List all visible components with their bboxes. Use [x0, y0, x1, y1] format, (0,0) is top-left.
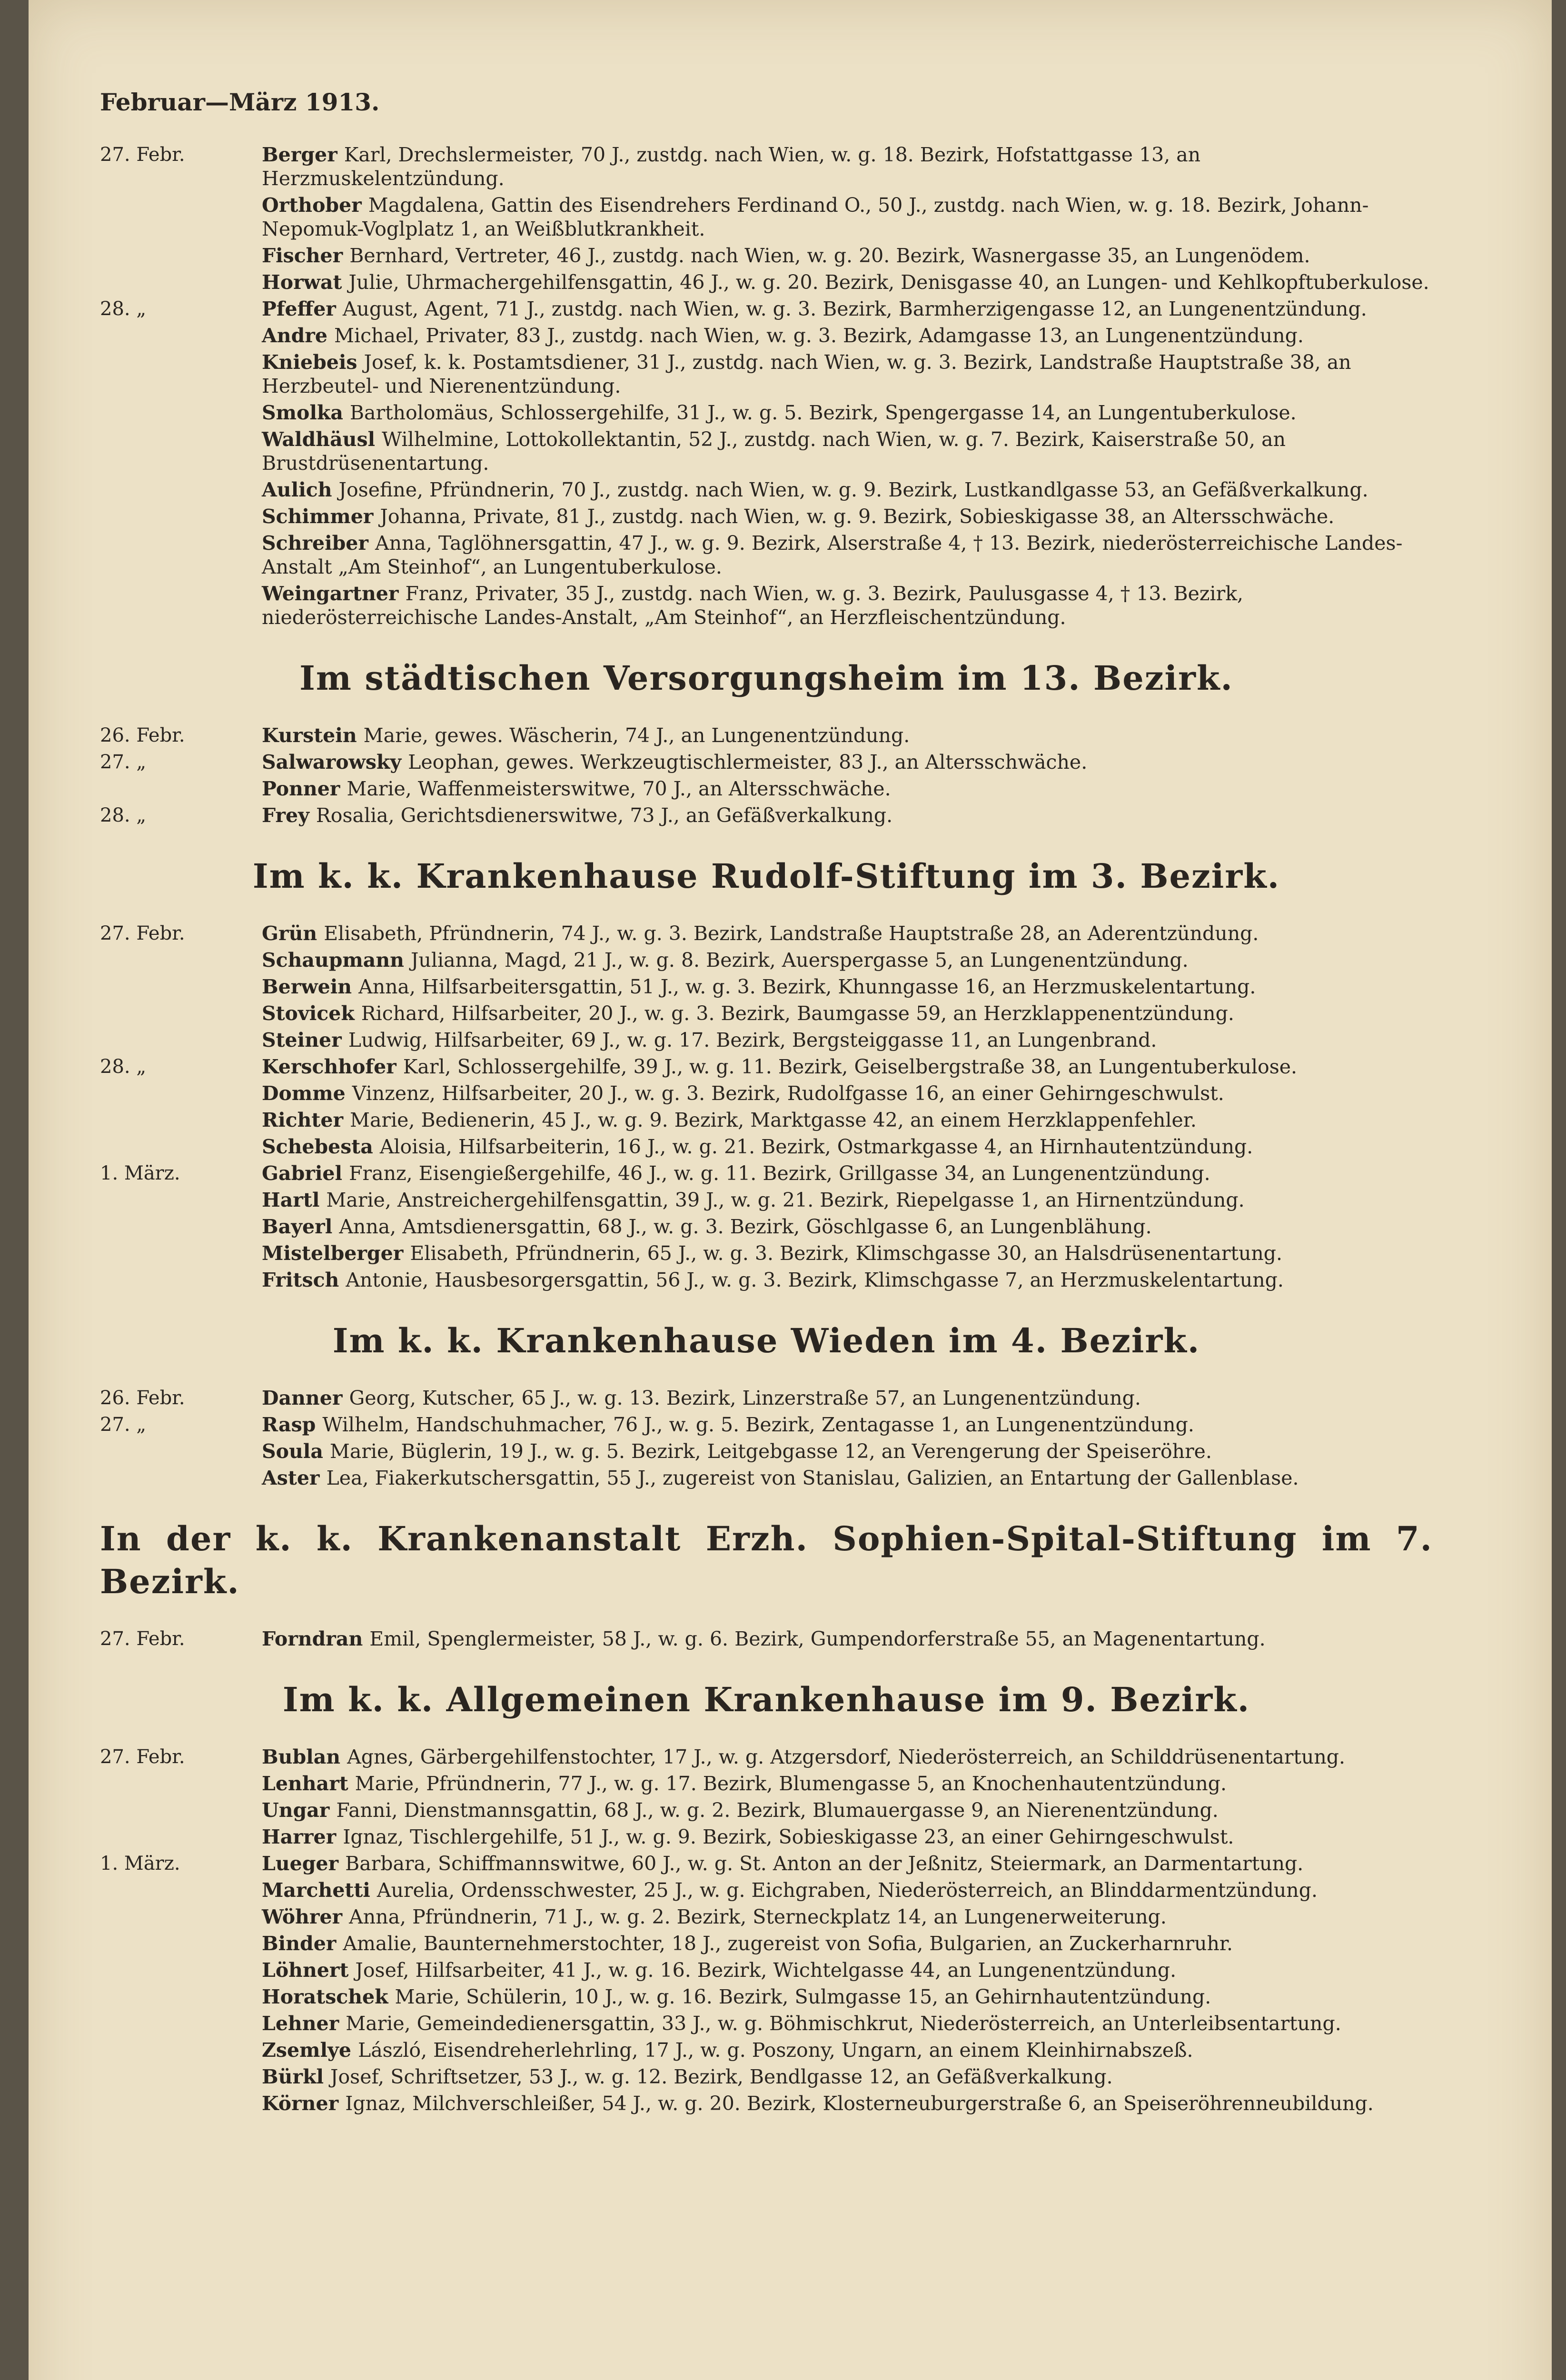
entry-details: Richard, Hilfsarbeiter, 20 J., w. g. 3. Bezirk, Baumgasse 59, an Herzklappenentzündung. — [361, 1002, 1234, 1025]
death-entry — [100, 724, 1433, 747]
entry-date: 27. „ — [100, 1414, 147, 1436]
entry-details: Marie, Gemeindedienersgattin, 33 J., w. g. Böhmischkrut, Niederösterreich, an Unterleibsentartung. — [346, 2012, 1341, 2035]
entry-details: Marie, Waffenmeisterswitwe, 70 J., an Altersschwäche. — [347, 777, 891, 800]
document-page — [29, 0, 1552, 2380]
entry-surname: Gabriel — [262, 1162, 343, 1185]
entry-details: Anna, Amtsdienersgattin, 68 J., w. g. 3. Bezirk, Göschlgasse 6, an Lungenblähung. — [339, 1215, 1152, 1238]
entry-date: 28. „ — [100, 298, 147, 320]
entry-date: 26. Febr. — [100, 1387, 185, 1409]
death-entry — [100, 1386, 1433, 1410]
entry-surname: Hartl — [262, 1189, 320, 1211]
entry-details: Julie, Uhrmachergehilfensgattin, 46 J., w. g. 20. Bezirk, Denisgasse 40, an Lungen- und Kehlkopftuberkulose. — [348, 271, 1429, 294]
entry-date: 26. Febr. — [100, 724, 185, 746]
entry-details: Josef, Hilfsarbeiter, 41 J., w. g. 16. Bezirk, Wichtelgasse 44, an Lungenentzündung. — [355, 1959, 1177, 1982]
entry-surname: Smolka — [262, 401, 343, 424]
death-entry — [100, 975, 1433, 999]
death-entry — [100, 1985, 1433, 2009]
entry-surname: Salwarowsky — [262, 751, 402, 774]
entry-date: 27. Febr. — [100, 1746, 185, 1768]
death-entry — [100, 2065, 1433, 2089]
entry-details: Ignaz, Milchverschleißer, 54 J., w. g. 20. Bezirk, Klosterneuburgerstraße 6, an Speiseröhrenneubildung. — [345, 2092, 1374, 2115]
entry-date: 28. „ — [100, 804, 147, 826]
entry-details: Georg, Kutscher, 65 J., w. g. 13. Bezirk, Linzerstraße 57, an Lungenentzündung. — [349, 1387, 1141, 1409]
death-entry — [100, 1878, 1433, 1902]
entry-surname: Forndran — [262, 1627, 363, 1650]
entry-surname: Waldhäusl — [262, 428, 376, 451]
entry-details: Ignaz, Tischlergehilfe, 51 J., w. g. 9. Bezirk, Sobieskigasse 23, an einer Gehirngeschwulst. — [343, 1825, 1234, 1848]
entry-details: Franz, Privater, 35 J., zustdg. nach Wien, w. g. 3. Bezirk, Paulusgasse 4, † 13. Bezirk, niederösterreichische Landes-Anstalt, „Am Steinhof“, an Herzfleischentzündung. — [262, 582, 1244, 629]
death-entry — [100, 1215, 1433, 1239]
death-entry — [100, 505, 1433, 528]
entry-details: Antonie, Hausbesorgersgattin, 56 J., w. g. 3. Bezirk, Klimschgasse 7, an Herzmuskelentartung. — [346, 1269, 1284, 1291]
entry-details: Wilhelm, Handschuhmacher, 76 J., w. g. 5. Bezirk, Zentagasse 1, an Lungenentzündung. — [322, 1413, 1194, 1436]
entry-details: Josef, k. k. Postamtsdiener, 31 J., zustdg. nach Wien, w. g. 3. Bezirk, Landstraße Hauptstraße 38, an Herzbeutel- und Nierenentzündung. — [262, 351, 1351, 397]
sections-container — [100, 143, 1433, 2115]
death-entry — [100, 1028, 1433, 1052]
entry-details: Marie, Anstreichergehilfensgattin, 39 J., w. g. 21. Bezirk, Riepelgasse 1, an Hirnentzündung. — [326, 1189, 1245, 1211]
entry-date: 28. „ — [100, 1056, 147, 1078]
death-entry — [100, 1108, 1433, 1132]
entry-surname: Soula — [262, 1440, 323, 1463]
section — [100, 657, 1433, 827]
section-title: Im k. k. Allgemeinen Krankenhause im 9. Bezirk. — [282, 1680, 1250, 1719]
death-entry — [100, 1002, 1433, 1025]
death-entry — [100, 1055, 1433, 1079]
death-entry — [100, 478, 1433, 502]
entry-details: Marie, Schülerin, 10 J., w. g. 16. Bezirk, Sulmgasse 15, an Gehirnhautentzündung. — [395, 1985, 1211, 2008]
death-entry — [100, 1081, 1433, 1105]
entry-surname: Bayerl — [262, 1215, 333, 1238]
death-entry — [100, 324, 1433, 347]
section — [100, 1517, 1433, 1651]
page-content — [100, 90, 1433, 2118]
death-entry — [100, 1825, 1433, 1849]
death-entry — [100, 2012, 1433, 2035]
entry-details: Franz, Eisengießergehilfe, 46 J., w. g. 11. Bezirk, Grillgasse 34, an Lungenentzündung. — [349, 1162, 1210, 1185]
death-entry — [100, 1852, 1433, 1875]
death-entry — [100, 1627, 1433, 1651]
entry-surname: Schaupmann — [262, 949, 404, 972]
death-entry — [100, 1745, 1433, 1769]
entry-surname: Pfeffer — [262, 298, 336, 320]
entry-surname: Frey — [262, 804, 309, 827]
entry-details: Bernhard, Vertreter, 46 J., zustdg. nach Wien, w. g. 20. Bezirk, Wasnergasse 35, an Lungenödem. — [349, 244, 1310, 267]
entry-surname: Horatschek — [262, 1985, 388, 2008]
entry-details: Wilhelmine, Lottokollektantin, 52 J., zustdg. nach Wien, w. g. 7. Bezirk, Kaiserstraße 50, an Brustdrüsenentartung. — [262, 428, 1286, 475]
entry-details: Leophan, gewes. Werkzeugtischlermeister, 83 J., an Altersschwäche. — [408, 751, 1088, 774]
entry-details: Fanni, Dienstmannsgattin, 68 J., w. g. 2. Bezirk, Blumauergasse 9, an Nierenentzündung. — [336, 1799, 1219, 1822]
entry-details: Marie, Büglerin, 19 J., w. g. 5. Bezirk, Leitgebgasse 12, an Verengerung der Speiseröhre. — [329, 1440, 1212, 1463]
section-title: Im k. k. Krankenhause Rudolf-Stiftung im 3. Bezirk. — [252, 856, 1280, 896]
section — [100, 1678, 1433, 2115]
death-entry — [100, 2038, 1433, 2062]
entry-surname: Kurstein — [262, 724, 357, 747]
death-entry — [100, 244, 1433, 268]
entry-surname: Rasp — [262, 1413, 316, 1436]
entry-details: Bartholomäus, Schlossergehilfe, 31 J., w. g. 5. Bezirk, Spengergasse 14, an Lungentuberkulose. — [349, 401, 1297, 424]
death-entry — [100, 143, 1433, 190]
entry-details: Magdalena, Gattin des Eisendrehers Ferdinand O., 50 J., zustdg. nach Wien, w. g. 18. Bezirk, Johann-Nepomuk-Voglplatz 1, an Weißblutkrankheit. — [262, 194, 1369, 240]
entry-details: Aloisia, Hilfsarbeiterin, 16 J., w. g. 21. Bezirk, Ostmarkgasse 4, an Hirnhautentzündung. — [379, 1135, 1253, 1158]
death-entry — [100, 1439, 1433, 1463]
entry-date: 1. März. — [100, 1853, 180, 1874]
entry-surname: Berwein — [262, 975, 352, 998]
death-entry — [100, 1466, 1433, 1490]
entry-surname: Kniebeis — [262, 351, 357, 374]
entry-details: Anna, Pfründnerin, 71 J., w. g. 2. Bezirk, Sterneckplatz 14, an Lungenerweiterung. — [349, 1905, 1167, 1928]
death-entry — [100, 582, 1433, 629]
entry-details: Emil, Spenglermeister, 58 J., w. g. 6. Bezirk, Gumpendorferstraße 55, an Magenentartung. — [369, 1627, 1266, 1650]
entry-surname: Kerschhofer — [262, 1055, 396, 1078]
section-title: Im k. k. Krankenhause Wieden im 4. Bezirk. — [332, 1321, 1200, 1360]
death-entry — [100, 1932, 1433, 1955]
entry-surname: Danner — [262, 1387, 343, 1409]
entry-details: Rosalia, Gerichtsdienerswitwe, 73 J., an Gefäßverkalkung. — [316, 804, 893, 827]
entry-surname: Harrer — [262, 1825, 337, 1848]
entry-details: August, Agent, 71 J., zustdg. nach Wien, w. g. 3. Bezirk, Barmherzigengasse 12, an Lungenentzündung. — [342, 298, 1367, 320]
entry-details: Elisabeth, Pfründnerin, 65 J., w. g. 3. Bezirk, Klimschgasse 30, an Halsdrüsenentartung. — [410, 1242, 1283, 1265]
entry-surname: Körner — [262, 2092, 339, 2115]
page-header: Februar—März 1913. — [100, 88, 380, 116]
death-entry — [100, 427, 1433, 475]
entry-surname: Lueger — [262, 1852, 339, 1875]
death-entry — [100, 350, 1433, 398]
death-entry — [100, 1798, 1433, 1822]
entry-details: Julianna, Magd, 21 J., w. g. 8. Bezirk, Auerspergasse 5, an Lungenentzündung. — [411, 949, 1189, 972]
entry-details: Lea, Fiakerkutschersgattin, 55 J., zugereist von Stanislau, Galizien, an Entartung der Gallenblase. — [326, 1467, 1299, 1489]
entry-details: Agnes, Gärbergehilfenstochter, 17 J., w. g. Atzgersdorf, Niederösterreich, an Schilddrüsenentartung. — [347, 1745, 1346, 1768]
death-entry — [100, 948, 1433, 972]
death-entry — [100, 750, 1433, 774]
entry-details: László, Eisendreherlehrling, 17 J., w. g. Poszony, Ungarn, an einem Kleinhirnabszeß. — [357, 2039, 1193, 2062]
entry-surname: Bublan — [262, 1745, 341, 1768]
entry-date: 27. „ — [100, 751, 147, 773]
death-entry — [100, 1413, 1433, 1437]
death-entry — [100, 777, 1433, 801]
entry-surname: Binder — [262, 1932, 337, 1955]
entry-surname: Fritsch — [262, 1269, 339, 1291]
entry-details: Vinzenz, Hilfsarbeiter, 20 J., w. g. 3. Bezirk, Rudolfgasse 16, an einer Gehirngeschwulst. — [352, 1082, 1224, 1105]
death-entry — [100, 922, 1433, 945]
section — [100, 1319, 1433, 1490]
entry-details: Barbara, Schiffmannswitwe, 60 J., w. g. St. Anton an der Jeßnitz, Steiermark, an Darmentartung. — [345, 1852, 1304, 1875]
entry-surname: Schebesta — [262, 1135, 373, 1158]
entry-date: 27. Febr. — [100, 922, 185, 944]
entry-surname: Andre — [262, 324, 327, 347]
entry-surname: Lehner — [262, 2012, 339, 2035]
entry-details: Josef, Schriftsetzer, 53 J., w. g. 12. Bezirk, Bendlgasse 12, an Gefäßverkalkung. — [330, 2065, 1113, 2088]
death-entry — [100, 270, 1433, 294]
entry-date: 1. März. — [100, 1162, 180, 1184]
entry-surname: Zsemlye — [262, 2039, 351, 2062]
entry-details: Karl, Schlossergehilfe, 39 J., w. g. 11. Bezirk, Geiselbergstraße 38, an Lungentuberkulose. — [403, 1055, 1298, 1078]
death-entry — [100, 297, 1433, 321]
entry-surname: Mistelberger — [262, 1242, 404, 1265]
death-entry — [100, 1772, 1433, 1795]
death-entry — [100, 531, 1433, 579]
death-entry — [100, 803, 1433, 827]
entry-details: Aurelia, Ordensschwester, 25 J., w. g. Eichgraben, Niederösterreich, an Blinddarmentzündung. — [377, 1879, 1318, 1902]
entry-surname: Wöhrer — [262, 1905, 343, 1928]
death-entry — [100, 1135, 1433, 1159]
entry-surname: Orthober — [262, 194, 362, 217]
entry-surname: Grün — [262, 922, 317, 945]
entry-details: Ludwig, Hilfsarbeiter, 69 J., w. g. 17. Bezirk, Bergsteiggasse 11, an Lungenbrand. — [348, 1029, 1157, 1051]
entry-surname: Löhnert — [262, 1959, 349, 1982]
death-entry — [100, 1241, 1433, 1265]
entry-details: Johanna, Private, 81 J., zustdg. nach Wien, w. g. 9. Bezirk, Sobieskigasse 38, an Altersschwäche. — [380, 505, 1335, 528]
entry-surname: Ponner — [262, 777, 340, 800]
entry-surname: Stovicek — [262, 1002, 355, 1025]
entry-details: Karl, Drechslermeister, 70 J., zustdg. nach Wien, w. g. 18. Bezirk, Hofstattgasse 13, an Herzmuskelentzündung. — [262, 143, 1201, 190]
entry-details: Elisabeth, Pfründnerin, 74 J., w. g. 3. Bezirk, Landstraße Hauptstraße 28, an Aderentzündung. — [324, 922, 1259, 945]
death-entry — [100, 193, 1433, 241]
entry-details: Marie, Pfründnerin, 77 J., w. g. 17. Bezirk, Blumengasse 5, an Knochenhautentzündung. — [355, 1772, 1227, 1795]
death-entry — [100, 401, 1433, 425]
death-entry — [100, 1905, 1433, 1929]
entry-surname: Bürkl — [262, 2065, 324, 2088]
section — [100, 855, 1433, 1292]
death-entry — [100, 1268, 1433, 1292]
entry-surname: Marchetti — [262, 1879, 370, 1902]
entry-surname: Horwat — [262, 271, 342, 294]
entry-date: 27. Febr. — [100, 144, 185, 166]
death-entry — [100, 1958, 1433, 1982]
entry-details: Michael, Privater, 83 J., zustdg. nach Wien, w. g. 3. Bezirk, Adamgasse 13, an Lungenentzündung. — [334, 324, 1304, 347]
entry-surname: Schreiber — [262, 532, 368, 555]
entry-surname: Ungar — [262, 1799, 330, 1822]
entry-surname: Domme — [262, 1082, 346, 1105]
entry-surname: Fischer — [262, 244, 343, 267]
section-title: In der k. k. Krankenanstalt Erzh. Sophien-Spital-Stiftung im 7. Bezirk. — [100, 1519, 1433, 1601]
entry-date: 27. Febr. — [100, 1628, 185, 1650]
entry-details: Anna, Hilfsarbeitersgattin, 51 J., w. g. 3. Bezirk, Khunngasse 16, an Herzmuskelentartung. — [358, 975, 1256, 998]
section-title: Im städtischen Versorgungsheim im 13. Bezirk. — [299, 658, 1233, 698]
death-entry — [100, 2092, 1433, 2115]
entry-details: Anna, Taglöhnersgattin, 47 J., w. g. 9. Bezirk, Alserstraße 4, † 13. Bezirk, niederösterreichische Landes-Anstalt „Am Steinhof“, an Lungentuberkulose. — [262, 532, 1403, 578]
entry-surname: Berger — [262, 143, 337, 166]
death-entry — [100, 1188, 1433, 1212]
section — [100, 143, 1433, 629]
entry-details: Amalie, Baunternehmerstochter, 18 J., zugereist von Sofia, Bulgarien, an Zuckerharnruhr. — [343, 1932, 1233, 1955]
entry-surname: Weingartner — [262, 582, 399, 605]
entry-surname: Richter — [262, 1109, 344, 1131]
entry-surname: Lenhart — [262, 1772, 348, 1795]
entry-details: Marie, Bedienerin, 45 J., w. g. 9. Bezirk, Marktgasse 42, an einem Herzklappenfehler. — [350, 1109, 1197, 1131]
entry-details: Josefine, Pfründnerin, 70 J., zustdg. nach Wien, w. g. 9. Bezirk, Lustkandlgasse 53, an Gefäßverkalkung. — [338, 478, 1368, 501]
entry-surname: Steiner — [262, 1029, 342, 1051]
entry-surname: Aster — [262, 1467, 320, 1489]
entry-surname: Schimmer — [262, 505, 374, 528]
entry-details: Marie, gewes. Wäscherin, 74 J., an Lungenentzündung. — [363, 724, 910, 747]
death-entry — [100, 1161, 1433, 1185]
entry-surname: Aulich — [262, 478, 332, 501]
